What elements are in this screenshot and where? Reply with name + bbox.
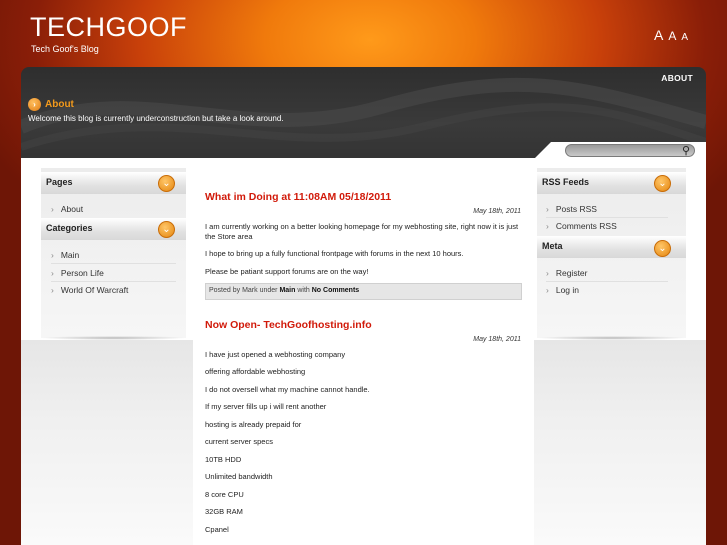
search-input[interactable] <box>565 144 695 157</box>
post-line: 10TB HDD <box>205 455 242 464</box>
site-header <box>0 0 727 70</box>
post-line: 32GB RAM <box>205 507 243 516</box>
categories-widget-title: Categories <box>46 223 93 233</box>
chevron-down-icon[interactable]: ⌄ <box>158 175 175 192</box>
sidebar-shadow <box>41 336 186 340</box>
rss-widget-title: RSS Feeds <box>542 177 590 187</box>
chevron-down-icon[interactable]: ⌄ <box>158 221 175 238</box>
site-tagline: Tech Goof's Blog <box>31 44 99 54</box>
font-size-controls <box>654 27 688 43</box>
post-title-link[interactable]: Now Open- TechGoofhosting.info <box>205 319 372 331</box>
chevron-down-icon[interactable]: ⌄ <box>654 240 671 257</box>
font-size-medium-button[interactable]: A <box>668 29 677 43</box>
post-line: Unlimited bandwidth <box>205 472 273 481</box>
divider <box>546 281 668 282</box>
sidebar-link-about[interactable]: › About <box>51 204 83 214</box>
post-line: hosting is already prepaid for <box>205 420 302 429</box>
about-heading <box>28 98 284 111</box>
about-block <box>28 98 284 123</box>
divider <box>51 281 176 282</box>
sidebar-link-comments-rss[interactable]: › Comments RSS <box>546 221 617 231</box>
post-line: 8 core CPU <box>205 490 244 499</box>
sidebar-shadow <box>537 336 686 340</box>
post-paragraph: Please be patiant support forums are on the way! <box>205 267 369 276</box>
right-gutter <box>534 340 706 545</box>
sidebar-link-register[interactable]: › Register <box>546 268 588 278</box>
about-text: Welcome this blog is currently underconstruction but take a look around. <box>28 114 284 123</box>
nav-about-link[interactable]: ABOUT <box>661 73 693 83</box>
chevron-down-icon[interactable]: ⌄ <box>654 175 671 192</box>
post-meta-bar <box>205 283 522 300</box>
post-meta-with: with <box>295 287 312 294</box>
post-line: If my server fills up i will rent another <box>205 402 327 411</box>
post-category-link[interactable]: Main <box>279 287 296 294</box>
post-comments-link[interactable]: No Comments <box>311 287 360 294</box>
divider <box>51 263 176 264</box>
post-title-link[interactable]: What im Doing at 11:08AM 05/18/2011 <box>205 191 392 203</box>
sidebar-link-world-of-warcraft[interactable]: › World Of Warcraft <box>51 285 128 295</box>
post-line: Cpanel <box>205 525 229 534</box>
sidebar-link-main[interactable]: › Main <box>51 250 79 260</box>
left-gutter <box>21 340 193 545</box>
meta-widget-title: Meta <box>542 241 563 251</box>
font-size-small-button[interactable]: A <box>681 32 689 43</box>
post-line: I have just opened a webhosting company <box>205 350 346 359</box>
sidebar-link-log-in[interactable]: › Log in <box>546 285 579 295</box>
post-line: current server specs <box>205 437 273 446</box>
post-date: May 18th, 2011 <box>473 336 521 343</box>
sidebar-link-posts-rss[interactable]: › Posts RSS <box>546 204 597 214</box>
sidebar-link-person-life[interactable]: › Person Life <box>51 268 104 278</box>
post-paragraph: I am currently working on a better looking homepage for my webhosting site, right now it is just the Store area <box>205 222 519 241</box>
site-title[interactable]: TECHGOOF <box>30 12 187 42</box>
arrow-right-icon: › <box>28 98 41 111</box>
post-date: May 18th, 2011 <box>473 208 521 215</box>
post-line: offering affordable webhosting <box>205 367 306 376</box>
post-paragraph: I hope to bring up a fully functional frontpage with forums in the next 10 hours. <box>205 249 464 258</box>
post-line: I do not oversell what my machine cannot handle. <box>205 385 370 394</box>
divider <box>546 217 668 218</box>
post-meta-prefix: Posted by Mark under <box>209 287 280 294</box>
about-heading-text: About <box>45 99 74 110</box>
pages-widget-title: Pages <box>46 177 73 187</box>
search-icon[interactable]: ⚲ <box>681 145 690 157</box>
font-size-large-button[interactable]: A <box>654 27 664 43</box>
